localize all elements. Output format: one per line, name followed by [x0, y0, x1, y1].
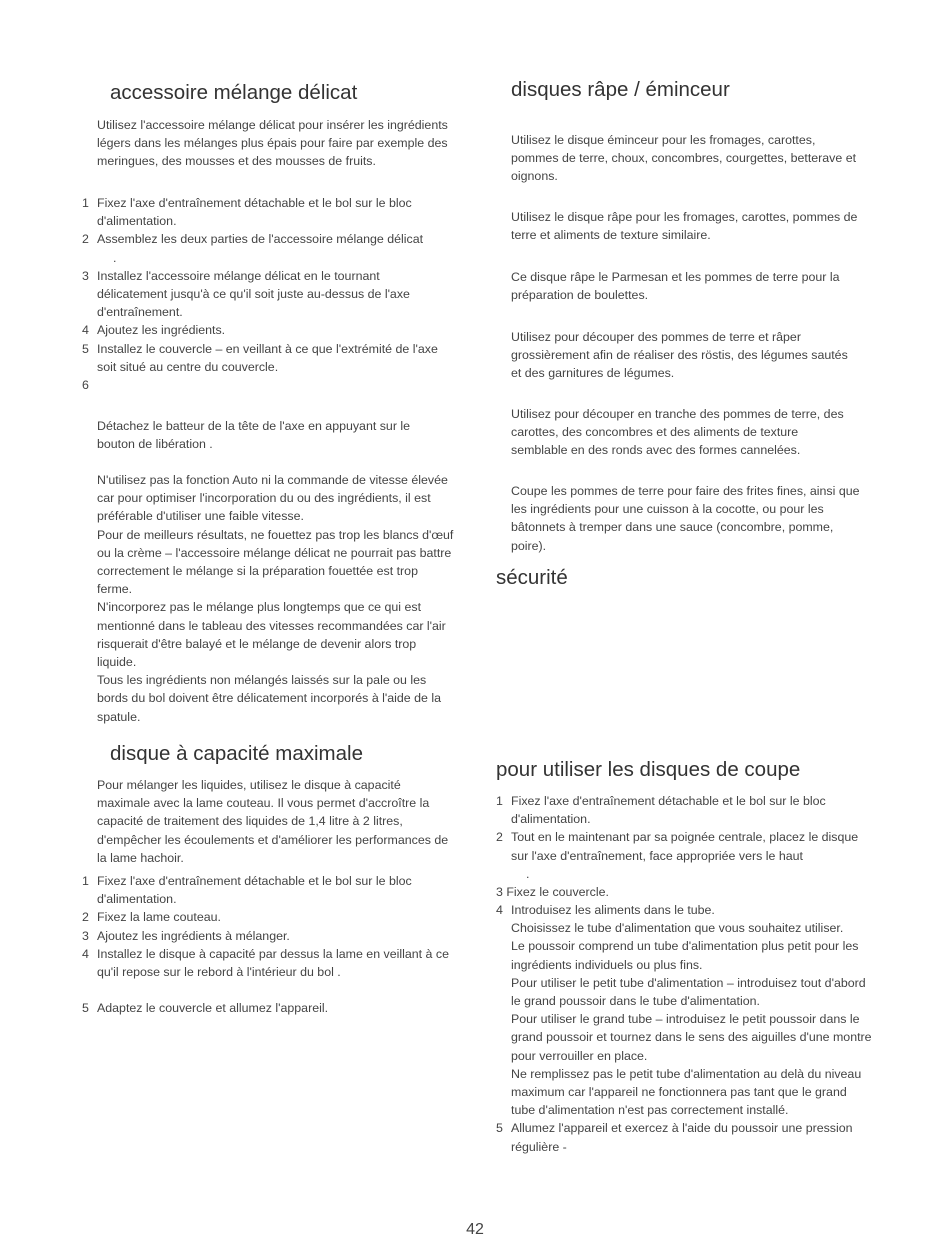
- step-item: 5 Installez le couvercle – en veillant à ce que l'extrémité de l'axe soit situé au centre du couvercle.: [82, 341, 438, 374]
- step-item: 1 Fixez l'axe d'entraînement détachable et le bol sur le bloc d'alimentation.: [82, 874, 412, 907]
- step-item: 2 Tout en le maintenant par sa poignée centrale, placez le disque sur l'axe d'entraînement, face appropriée vers le haut .: [496, 830, 859, 881]
- disque-capacite-intro: Pour mélanger les liquides, utilisez le disque à capacité maximale avec la lame couteau. Il vous permet d'accroître la capacité de traitement des liquides de 1,4 litre à 2 litres, d'empêcher les écoulements et d'améliorer les performances de la lame hachoir.: [97, 778, 449, 865]
- note: Pour de meilleurs résultats, ne fouettez pas trop les blancs d'œuf ou la crème – l'accessoire mélange délicat ne pourrait pas battre correctement le mélange si la préparation fouettée est trop ferme.: [97, 527, 454, 597]
- disques-para: Utilisez le disque éminceur pour les fromages, carottes, pommes de terre, choux, concombres, courgettes, betterave et oignons.: [511, 133, 857, 184]
- step-3: 3 Fixez le couvercle.: [496, 885, 609, 899]
- section-title-disques-coupe: pour utiliser les disques de coupe: [496, 758, 801, 781]
- note: N'utilisez pas la fonction Auto ni la commande de vitesse élevée car pour optimiser l'incorporation du ou des ingrédients, il est préférable d'utiliser une faible vitesse.: [97, 473, 448, 524]
- step-item: 3 Ajoutez les ingrédients à mélanger.: [82, 928, 290, 943]
- step-item: 5 Allumez l'appareil et exercez à l'aide du poussoir une pression régulière -: [496, 1121, 853, 1154]
- note: N'incorporez pas le mélange plus longtemps que ce qui est mentionné dans le tableau des vitesses recommandées car l'air risquerait d'être balayé et le mélange de devenir alors trop liquide.: [97, 600, 446, 670]
- section-title-disques-rape: disques râpe / éminceur: [511, 78, 730, 101]
- step-item: 5 Adaptez le couvercle et allumez l'appareil.: [82, 1001, 329, 1015]
- disques-para: Coupe les pommes de terre pour faire des frites fines, ainsi que les ingrédients pour une cuisson à la cocotte, ou pour les bâtonnets à tremper dans une sauce (concombre, pomme, poire).: [511, 484, 860, 553]
- accessoire-steps: [82, 194, 452, 394]
- section-title-securite: sécurité: [496, 566, 568, 589]
- note: Tous les ingrédients non mélangés laissés sur la pale ou les bords du bol doivent être délicatement incorporés à l'aide de la spatule.: [97, 673, 442, 724]
- disques-para: Utilisez pour découper en tranche des pommes de terre, des carottes, des concombres et des aliments de texture semblable en des ronds avec des formes cannelées.: [511, 407, 844, 458]
- accessoire-intro: Utilisez l'accessoire mélange délicat pour insérer les ingrédients légers dans les mélanges plus épais pour faire par exemple des meringues, des mousses et des mousses de fruits.: [97, 118, 448, 169]
- step-item: 2 Assemblez les deux parties de l'accessoire mélange délicat .: [82, 232, 424, 265]
- detach-instruction: Détachez le batteur de la tête de l'axe en appuyant sur le bouton de libération .: [97, 419, 411, 452]
- step-item: 1 Fixez l'axe d'entraînement détachable et le bol sur le bloc d'alimentation.: [496, 794, 826, 827]
- disques-para: Utilisez le disque râpe pour les fromages, carottes, pommes de terre et aliments de texture similaire.: [511, 210, 858, 243]
- page-number: 42: [466, 1221, 484, 1238]
- step-item: 4 Ajoutez les ingrédients.: [82, 323, 226, 338]
- step-item: 2 Fixez la lame couteau.: [82, 910, 221, 925]
- step-item: 4 Introduisez les aliments dans le tube. Choisissez le tube d'alimentation que vous souhaitez utiliser. Le poussoir comprend un tube d'alimentation plus petit pour les ingrédients individuels ou plus fins. Pour utiliser le petit tube d'alimentation – introduisez tout d'abord le grand poussoir dans le tube d'alimentation. Pour utiliser le grand tube – introduisez le petit poussoir dans le grand poussoir et tournez dans le sens des aiguilles d'une montre pour verrouiller en place. Ne remplissez pas le petit tube d'alimentation au delà du niveau maximum car l'appareil ne fonctionnera pas tant que le grand tube d'alimentation n'est pas correctement installé.: [496, 903, 872, 1118]
- step-item: 3 Installez l'accessoire mélange délicat en le tournant délicatement jusqu'à ce qu'il soit juste au-dessus de l'axe d'entraînement.: [82, 268, 410, 320]
- step-item: 1 Fixez l'axe d'entraînement détachable et le bol sur le bloc d'alimentation.: [82, 196, 412, 229]
- disques-coupe-steps: [496, 792, 872, 883]
- step-item: 4 Installez le disque à capacité par dessus la lame en veillant à ce qu'il repose sur le rebord à l'intérieur du bol .: [82, 946, 449, 980]
- accessoire-notes: [97, 471, 455, 726]
- disques-coupe-step4: [496, 901, 872, 1156]
- disques-para: Ce disque râpe le Parmesan et les pommes de terre pour la préparation de boulettes.: [511, 270, 840, 303]
- disque-capacite-step5: [82, 999, 456, 1017]
- disques-para: Utilisez pour découper des pommes de terre et râper grossièrement afin de réaliser des röstis, des légumes sautés et des garnitures de légumes.: [511, 330, 848, 381]
- section-title-accessoire: accessoire mélange délicat: [110, 81, 358, 104]
- section-title-disque-capacite: disque à capacité maximale: [110, 742, 363, 765]
- step-item: 6: [82, 378, 89, 393]
- disque-capacite-steps: [82, 872, 456, 981]
